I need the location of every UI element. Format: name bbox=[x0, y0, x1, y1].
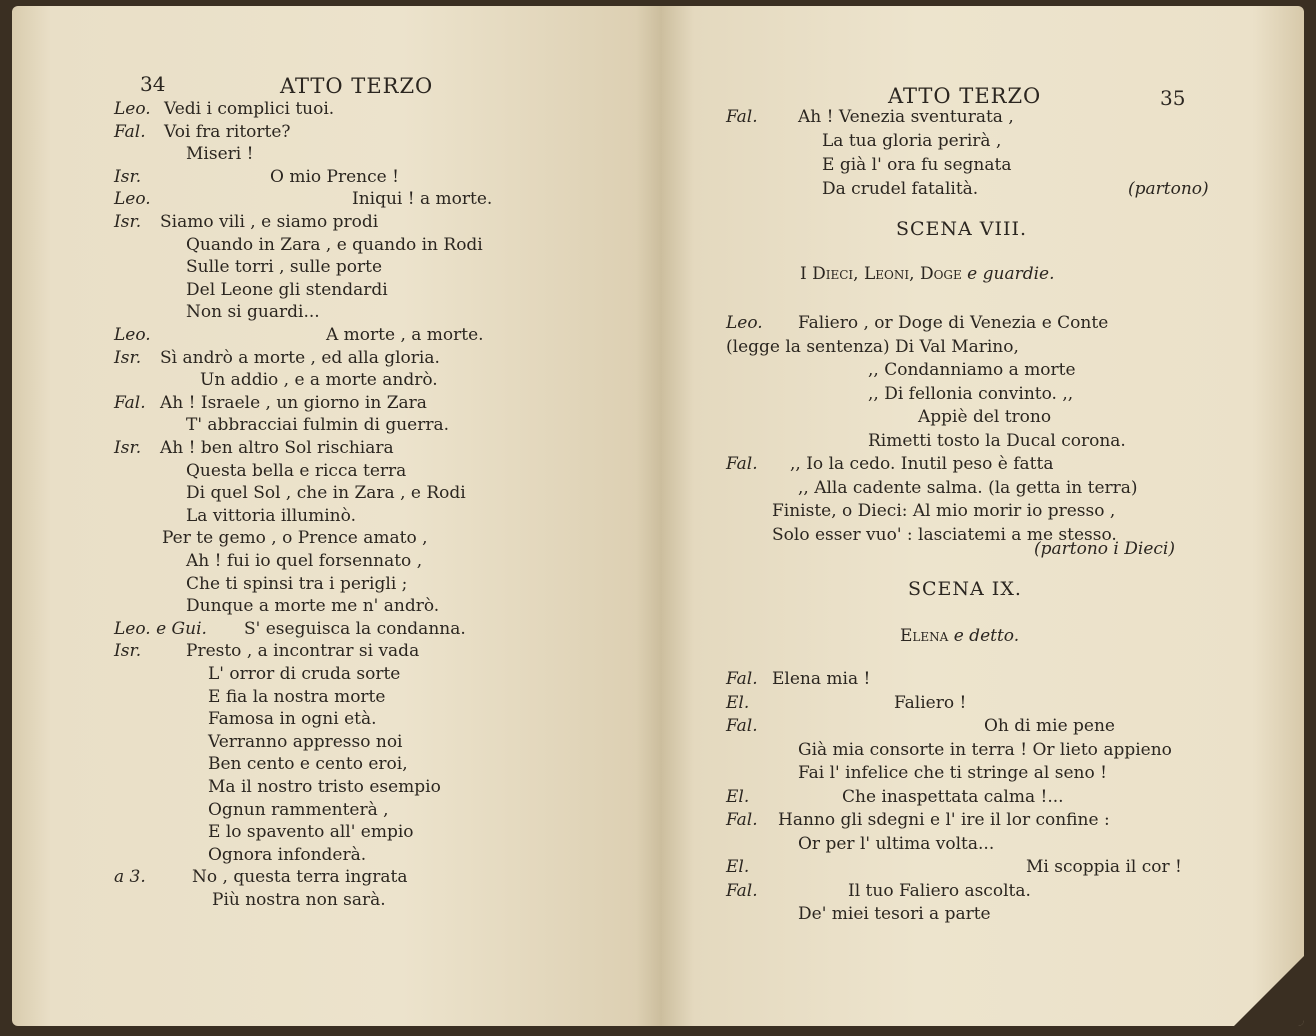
verse-line: Fai l' infelice che ti stringe al seno ! bbox=[798, 763, 1107, 783]
verse-line: Ah ! ben altro Sol rischiara bbox=[160, 438, 394, 458]
verse-line: Rimetti tosto la Ducal corona. bbox=[868, 430, 1126, 451]
speaker-label: a 3. bbox=[114, 867, 146, 888]
verse-line: O mio Prence ! bbox=[270, 166, 399, 187]
verse-line: Faliero , or Doge di Venezia e Conte bbox=[798, 313, 1109, 333]
character-name: Doge bbox=[919, 264, 962, 284]
verse-line: La vittoria illuminò. bbox=[186, 505, 356, 526]
speaker-label: Isr. bbox=[114, 347, 142, 368]
character-name: I Dieci bbox=[800, 264, 854, 284]
running-head: ATTO TERZO bbox=[280, 74, 434, 98]
verse-line: ,, Io la cedo. Inutil peso è fatta bbox=[790, 454, 1054, 474]
character-name: Leoni bbox=[863, 264, 910, 284]
verse-line: Famosa in ogni età. bbox=[208, 709, 377, 730]
verse-line: Ognora infonderà. bbox=[208, 844, 367, 865]
stage-direction: (partono) bbox=[1128, 179, 1209, 199]
right-page bbox=[662, 6, 1304, 1026]
verse-line: Per te gemo , o Prence amato , bbox=[162, 528, 428, 549]
speaker-label: Fal. bbox=[726, 107, 758, 127]
verse-line: Voi fra ritorte? bbox=[164, 121, 291, 142]
verse-line: E lo spavento all' empio bbox=[208, 822, 414, 843]
scene-title: SCENA VIII. bbox=[896, 218, 1028, 240]
verse-line: Hanno gli sdegni e l' ire il lor confine : bbox=[778, 810, 1110, 830]
verse-line: Più nostra non sarà. bbox=[212, 890, 386, 910]
speaker-label: El. bbox=[726, 857, 750, 877]
verse-line: ,, Alla cadente salma. (la getta in terra) bbox=[798, 477, 1138, 498]
verse-line: L' orror di cruda sorte bbox=[208, 664, 401, 684]
verse-line: Ah ! Israele , un giorno in Zara bbox=[160, 392, 427, 413]
speaker-label: Leo. bbox=[114, 189, 151, 210]
speaker-label: Leo. bbox=[114, 325, 151, 345]
verse-line: A morte , a morte. bbox=[326, 325, 484, 345]
speaker-label: Fal. bbox=[726, 669, 758, 689]
speaker-label: Fal. bbox=[114, 392, 146, 413]
verse-line: Ognun rammenterà , bbox=[208, 799, 389, 820]
speaker-label: Isr. bbox=[114, 438, 142, 458]
verse-line: S' eseguisca la condanna. bbox=[244, 618, 466, 639]
scene-characters: I Dieci, Leoni, Doge e guardie. bbox=[800, 264, 1055, 284]
verse-line: Che inaspettata calma !... bbox=[842, 786, 1064, 807]
verse-line: Sulle torri , sulle porte bbox=[186, 257, 383, 278]
verse-line: Or per l' ultima volta... bbox=[798, 833, 995, 854]
verse-line: Già mia consorte in terra ! Or lieto appieno bbox=[798, 739, 1172, 760]
verse-line: Oh di mie pene bbox=[984, 716, 1115, 736]
verse-line: Da crudel fatalità. bbox=[822, 179, 979, 199]
verse-line: Che ti spinsi tra i perigli ; bbox=[186, 573, 408, 594]
character-name: Elena bbox=[900, 626, 949, 646]
speaker-label: Leo. e Gui. bbox=[114, 618, 207, 639]
verse-line: Elena mia ! bbox=[772, 669, 871, 689]
scene-title: SCENA IX. bbox=[908, 578, 1022, 600]
verse-line: Di quel Sol , che in Zara , e Rodi bbox=[186, 483, 466, 504]
character-note: e detto. bbox=[953, 626, 1020, 646]
speaker-label: Fal. bbox=[726, 454, 758, 474]
speaker-label: El. bbox=[726, 786, 750, 807]
verse-line: Sì andrò a morte , ed alla gloria. bbox=[160, 347, 440, 368]
verse-line: Non si guardi... bbox=[186, 302, 320, 323]
verse-line: Ben cento e cento eroi, bbox=[208, 754, 408, 775]
verse-line: Quando in Zara , e quando in Rodi bbox=[186, 234, 483, 255]
verse-line: La tua gloria perirà , bbox=[822, 131, 1002, 151]
verse-line: Ah ! Venezia sventurata , bbox=[798, 107, 1014, 127]
speaker-label: Isr. bbox=[114, 166, 142, 187]
verse-line: Del Leone gli stendardi bbox=[186, 279, 388, 300]
verse-line: ,, Condanniamo a morte bbox=[868, 360, 1076, 380]
speaker-label: Fal. bbox=[726, 716, 758, 736]
verse-line: Presto , a incontrar si vada bbox=[186, 641, 420, 662]
verse-line: Miseri ! bbox=[186, 144, 254, 165]
page-corner bbox=[1234, 956, 1304, 1026]
speaker-label: Fal. bbox=[726, 810, 758, 830]
speaker-label: Leo. bbox=[726, 313, 763, 333]
verse-line: Un addio , e a morte andrò. bbox=[200, 370, 438, 391]
verse-line: Appiè del trono bbox=[918, 407, 1052, 427]
page-number: 35 bbox=[1160, 86, 1186, 110]
verse-line: Faliero ! bbox=[894, 692, 967, 713]
verse-line: Dunque a morte me n' andrò. bbox=[186, 596, 440, 617]
verse-line: Ah ! fui io quel forsennato , bbox=[186, 551, 423, 571]
stage-direction: (partono i Dieci) bbox=[1034, 539, 1175, 559]
page-number: 34 bbox=[140, 72, 166, 96]
verse-line: E già l' ora fu segnata bbox=[822, 155, 1012, 175]
verse-line: Verranno appresso noi bbox=[208, 731, 403, 752]
verse-line: Vedi i complici tuoi. bbox=[164, 99, 335, 119]
verse-line: (legge la sentenza) Di Val Marino, bbox=[726, 336, 1019, 357]
verse-line: Ma il nostro tristo esempio bbox=[208, 777, 441, 797]
verse-line: Siamo vili , e siamo prodi bbox=[160, 212, 379, 232]
verse-line: ,, Di fellonia convinto. ,, bbox=[868, 383, 1074, 404]
verse-line: Il tuo Faliero ascolta. bbox=[848, 880, 1031, 901]
speaker-label: El. bbox=[726, 692, 750, 713]
verse-line: T' abbracciai fulmin di guerra. bbox=[186, 415, 450, 436]
running-head: ATTO TERZO bbox=[888, 84, 1042, 108]
verse-line: Finiste, o Dieci: Al mio morir io presso , bbox=[772, 501, 1116, 521]
verse-line: Solo esser vuo' : lasciatemi a me stesso. bbox=[772, 524, 1117, 545]
speaker-label: Isr. bbox=[114, 641, 142, 662]
speaker-label: Fal. bbox=[114, 121, 146, 142]
verse-line: Questa bella e ricca terra bbox=[186, 460, 407, 481]
verse-line: E fia la nostra morte bbox=[208, 686, 386, 707]
speaker-label: Fal. bbox=[726, 880, 758, 901]
verse-line: Mi scoppia il cor ! bbox=[1026, 857, 1182, 877]
character-note: e guardie. bbox=[967, 264, 1055, 284]
speaker-label: Leo. bbox=[114, 99, 151, 119]
speaker-label: Isr. bbox=[114, 212, 142, 232]
verse-line: No , questa terra ingrata bbox=[192, 867, 408, 888]
scene-characters bbox=[900, 626, 1019, 646]
left-page bbox=[12, 6, 662, 1026]
verse-line: De' miei tesori a parte bbox=[798, 904, 991, 924]
verse-line: Iniqui ! a morte. bbox=[352, 189, 493, 210]
